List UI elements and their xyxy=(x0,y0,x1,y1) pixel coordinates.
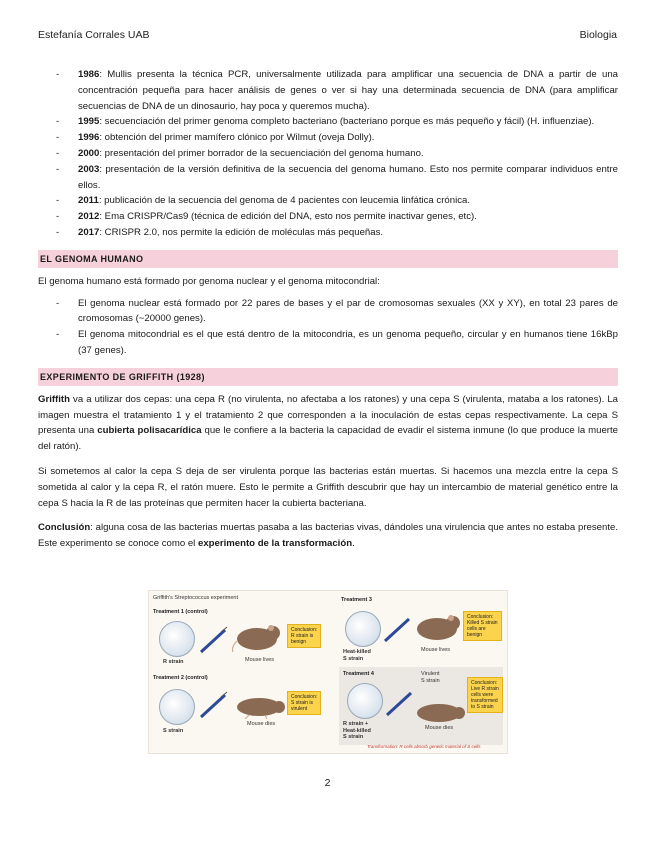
petri-dish-icon xyxy=(345,611,381,647)
syringe-icon xyxy=(383,615,413,643)
genoma-intro: El genoma humano está formado por genoma nuclear y el genoma mitocondrial: xyxy=(38,275,380,287)
mouse-lives-label: Mouse lives xyxy=(245,657,275,663)
history-item xyxy=(38,209,618,225)
history-year: 2000 xyxy=(78,147,100,159)
r-strain-label: R strain xyxy=(163,659,184,665)
treatment-3-label: Treatment 3 xyxy=(341,597,372,603)
history-text: : obtención del primer mamífero clónico por Wilmut (oveja Dolly). xyxy=(99,132,375,144)
header-author: Estefanía Corrales UAB xyxy=(38,29,150,41)
syringe-icon xyxy=(199,691,229,719)
griffith-conclusion: Conclusión: alguna cosa de las bacterias muertas pasaba a las bacterias vivas, dándoles una virulencia que antes no estaba presente. Este experimento se conoce como el experimento de la transformación. xyxy=(38,522,618,550)
conclusion-box-1: Conclusion: R strain is benign xyxy=(287,624,321,648)
syringe-icon xyxy=(199,626,229,654)
section-heading-griffith: EXPERIMENTO DE GRIFFITH (1928) xyxy=(38,368,618,386)
genoma-list xyxy=(38,296,618,359)
history-item xyxy=(38,193,618,209)
mouse-dies-label: Mouse dies xyxy=(425,725,454,731)
history-text: : secuenciación del primer genoma completo bacteriano (bacteriano porque es más pequeño y fácil) (H. influenziae). xyxy=(99,116,595,128)
conclusion-box-4: Conclusion: Live R strain cells were transformed to S strain xyxy=(467,677,503,713)
mouse-dead-icon xyxy=(231,689,287,719)
history-year: 2012 xyxy=(78,211,100,223)
bold-term: Conclusión xyxy=(38,522,91,534)
history-year: 1986 xyxy=(78,69,100,80)
page-content xyxy=(38,67,618,552)
mouse-dead-icon xyxy=(411,695,467,725)
history-item xyxy=(38,146,618,162)
history-text: : Mullis presenta la técnica PCR, universalmente utilizada para amplificar una secuencia de DNA a partir de una concentración pequeña para hacer análisis de genes o ver si hay una determinada secuencia de DNA (para amplificar secuencias de DNA de un dinosaurio, hay poca y queremos mucha). xyxy=(78,69,618,112)
petri-dish-icon xyxy=(159,689,195,725)
mouse-alive-icon xyxy=(231,619,283,653)
history-year: 1995 xyxy=(78,116,100,128)
figure-caption: Transformation: R cells absorb genetic material of S cells xyxy=(367,744,481,749)
figure-title: Griffith's Streptococcus experiment xyxy=(153,595,239,601)
petri-dish-icon xyxy=(159,621,195,657)
history-text: : publicación de la secuencia del genoma de 4 pacientes con leucemia linfática crónica. xyxy=(98,195,471,207)
conclusion-box-2: Conclusion: S strain is virulent xyxy=(287,691,321,715)
history-item xyxy=(38,225,618,241)
page-number: 2 xyxy=(324,777,331,789)
treatment-2-label: Treatment 2 (control) xyxy=(153,675,208,681)
history-text: : presentación del primer borrador de la secuenciación del genoma humano. xyxy=(99,147,424,159)
history-year: 1996 xyxy=(78,132,100,144)
griffith-paragraph-2: Si sometemos al calor la cepa S deja de ser virulenta porque las bacterias están muertas. Si hacemos una mezcla entre la cepa S sometida al calor y la cepa R, el ratón muere. Esto le permite a Griffith descubrir que hay un intercambio de material genético entre la cepa S hacia la R de las proteínas que permiten hacer la cubierta bacteriana. xyxy=(38,465,618,509)
mouse-alive-icon xyxy=(411,609,463,643)
history-item xyxy=(38,162,618,194)
history-text: : Ema CRISPR/Cas9 (técnica de edición del DNA, esto nos permite inactivar genes, etc). xyxy=(99,211,477,223)
header-subject: Biologia xyxy=(579,29,617,41)
bold-term: Griffith xyxy=(38,393,70,405)
history-item xyxy=(38,130,618,146)
history-text: : CRISPR 2.0, nos permite la edición de moléculas más pequeñas. xyxy=(99,226,384,238)
conclusion-box-3: Conclusion: Killed S strain cells are benign xyxy=(463,611,502,641)
section-heading-genoma: EL GENOMA HUMANO xyxy=(38,250,618,268)
list-item: - El genoma nuclear está formado por 22 pares de bases y el par de cromosomas sexuales (XX y XY), en total 23 pares de cromosomas (~20000 genes). xyxy=(38,296,618,328)
bold-term: cubierta polisacarídica xyxy=(97,425,202,437)
treatment-4-label: Treatment 4 xyxy=(343,671,374,677)
griffith-figure xyxy=(148,590,508,754)
history-text: : presentación de la versión definitiva de la secuencia del genoma humano. Esto nos permite comparar individuos entre ellos. xyxy=(78,163,618,191)
history-list xyxy=(38,67,618,241)
history-year: 2017 xyxy=(78,226,100,238)
treatment-1-label: Treatment 1 (control) xyxy=(153,609,208,615)
history-item xyxy=(38,67,618,114)
history-item xyxy=(38,114,618,130)
mouse-lives-label: Mouse lives xyxy=(421,647,451,653)
mixture-label: R strain + Heat-killed S strain xyxy=(343,721,371,740)
history-year: 2011 xyxy=(78,195,99,207)
heat-killed-label: Heat-killed S strain xyxy=(343,649,371,662)
bold-term: experimento de la transformación xyxy=(197,538,353,550)
petri-dish-icon xyxy=(347,683,383,719)
s-strain-label: S strain xyxy=(163,728,184,734)
griffith-paragraph-1: Griffith va a utilizar dos cepas: una cepa R (no virulenta, no afectaba a los ratones) y una cepa S (virulenta, mataba a los ratones). La imagen muestra el tratamiento 1 y el tratamiento 2 que corresponden a la inoculación de estas cepas respectivamente. La cepa S presenta una cubierta polisacarídica que le confiere a la bacteria la capacidad de evadir el sistema inmune (lo que produce la muerte del ratón). xyxy=(38,393,618,453)
list-item: - El genoma mitocondrial es el que está dentro de la mitocondria, es un genoma pequeño, circular y en humanos tiene 16kBp (37 genes). xyxy=(38,327,618,359)
mouse-dies-label: Mouse dies xyxy=(247,721,276,727)
virulent-label: Virulent S strain xyxy=(421,671,440,684)
history-year: 2003 xyxy=(78,163,100,175)
